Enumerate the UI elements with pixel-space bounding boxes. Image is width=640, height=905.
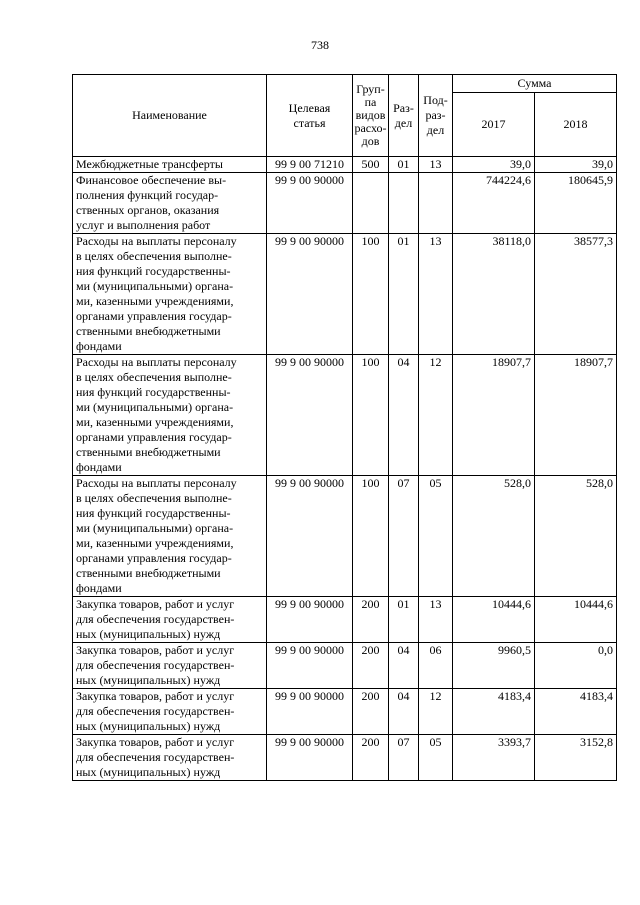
row-name-line: Закупка товаров, работ и услуг	[76, 735, 235, 749]
row-name-line: Межбюджетные трансферты	[76, 157, 223, 171]
row-name-line: для обеспечения государствен-	[76, 750, 235, 764]
row-subsection: 13	[419, 157, 453, 173]
row-section: 04	[389, 355, 419, 476]
header-name: Наименование	[73, 75, 267, 157]
row-sum-2017: 18907,7	[453, 355, 535, 476]
row-name-line: ми, казенными учреждениями,	[76, 294, 234, 308]
row-sum-2017: 3393,7	[453, 735, 535, 781]
row-sum-2018: 4183,4	[535, 689, 617, 735]
row-sum-2017: 528,0	[453, 476, 535, 597]
row-name	[73, 476, 267, 597]
row-name-line: фондами	[76, 339, 122, 353]
table-row	[73, 173, 617, 234]
table-header	[73, 75, 617, 157]
row-name-line: в целях обеспечения выполне-	[76, 370, 232, 384]
row-name-line: ми, казенными учреждениями,	[76, 415, 234, 429]
row-group: 200	[353, 597, 389, 643]
row-name-line: Закупка товаров, работ и услуг	[76, 597, 235, 611]
table-row	[73, 355, 617, 476]
row-sum-2017: 744224,6	[453, 173, 535, 234]
table-row	[73, 157, 617, 173]
row-sum-2017: 38118,0	[453, 234, 535, 355]
row-name-line: ных (муниципальных) нужд	[76, 719, 221, 733]
header-article	[267, 75, 353, 157]
row-subsection: 13	[419, 597, 453, 643]
budget-table	[72, 74, 617, 781]
row-group	[353, 173, 389, 234]
row-name-line: в целях обеспечения выполне-	[76, 491, 232, 505]
row-name-line: ния функций государственны-	[76, 264, 231, 278]
table-row	[73, 234, 617, 355]
row-name	[73, 234, 267, 355]
row-section: 04	[389, 689, 419, 735]
row-section: 01	[389, 234, 419, 355]
row-name-line: ных (муниципальных) нужд	[76, 765, 221, 779]
row-sum-2018: 10444,6	[535, 597, 617, 643]
row-subsection	[419, 173, 453, 234]
header-subsection: Под- раз- дел	[419, 75, 453, 157]
row-name-line: ми, казенными учреждениями,	[76, 536, 234, 550]
row-name-line: ния функций государственны-	[76, 385, 231, 399]
row-name-line: ми (муниципальными) органа-	[76, 279, 234, 293]
row-article: 99 9 00 90000	[267, 735, 353, 781]
row-group: 200	[353, 735, 389, 781]
row-sum-2018: 528,0	[535, 476, 617, 597]
row-name-line: услуг и выполнения работ	[76, 218, 211, 232]
table-row	[73, 476, 617, 597]
row-name-line: Расходы на выплаты персоналу	[76, 476, 237, 490]
row-name-line: ственными внебюджетными	[76, 324, 221, 338]
row-section: 04	[389, 643, 419, 689]
row-sum-2018: 39,0	[535, 157, 617, 173]
row-article: 99 9 00 90000	[267, 173, 353, 234]
row-name-line: Закупка товаров, работ и услуг	[76, 643, 235, 657]
row-name-line: ния функций государственны-	[76, 506, 231, 520]
row-group: 500	[353, 157, 389, 173]
header-article-line: Целевая	[288, 100, 331, 115]
row-name-line: ных (муниципальных) нужд	[76, 673, 221, 687]
row-name-line: для обеспечения государствен-	[76, 658, 235, 672]
table-row	[73, 735, 617, 781]
header-year-2018: 2018	[535, 93, 617, 157]
row-sum-2018: 38577,3	[535, 234, 617, 355]
table-body	[73, 157, 617, 781]
row-sum-2018: 180645,9	[535, 173, 617, 234]
row-name-line: для обеспечения государствен-	[76, 612, 235, 626]
row-group: 100	[353, 476, 389, 597]
row-name	[73, 689, 267, 735]
row-name	[73, 157, 267, 173]
row-name-line: ственных органов, оказания	[76, 203, 220, 217]
row-name	[73, 735, 267, 781]
table-row	[73, 643, 617, 689]
row-name-line: ми (муниципальными) органа-	[76, 400, 234, 414]
row-article: 99 9 00 71210	[267, 157, 353, 173]
page-number: 738	[311, 38, 329, 52]
row-subsection: 12	[419, 689, 453, 735]
row-sum-2018: 3152,8	[535, 735, 617, 781]
row-subsection: 05	[419, 476, 453, 597]
header-article-line: статья	[293, 115, 326, 130]
row-section: 07	[389, 735, 419, 781]
row-name-line: Финансовое обеспечение вы-	[76, 173, 227, 187]
table-row	[73, 597, 617, 643]
row-name-line: органами управления государ-	[76, 309, 232, 323]
row-name	[73, 355, 267, 476]
row-name	[73, 173, 267, 234]
row-sum-2017: 9960,5	[453, 643, 535, 689]
row-name-line: Расходы на выплаты персоналу	[76, 234, 237, 248]
row-group: 100	[353, 355, 389, 476]
row-subsection: 05	[419, 735, 453, 781]
row-name-line: ственными внебюджетными	[76, 566, 221, 580]
row-section: 07	[389, 476, 419, 597]
row-sum-2017: 39,0	[453, 157, 535, 173]
row-name-line: ных (муниципальных) нужд	[76, 627, 221, 641]
row-sum-2017: 10444,6	[453, 597, 535, 643]
row-sum-2018: 18907,7	[535, 355, 617, 476]
row-sum-2018: 0,0	[535, 643, 617, 689]
row-article: 99 9 00 90000	[267, 476, 353, 597]
row-article: 99 9 00 90000	[267, 355, 353, 476]
header-group: Груп- па видов расхо- дов	[353, 75, 389, 157]
header-year-2017: 2017	[453, 93, 535, 157]
row-article: 99 9 00 90000	[267, 643, 353, 689]
row-name-line: органами управления государ-	[76, 430, 232, 444]
row-section: 01	[389, 597, 419, 643]
row-sum-2017: 4183,4	[453, 689, 535, 735]
row-name-line: для обеспечения государствен-	[76, 704, 235, 718]
row-subsection: 06	[419, 643, 453, 689]
row-article: 99 9 00 90000	[267, 597, 353, 643]
row-name-line: фондами	[76, 460, 122, 474]
row-group: 100	[353, 234, 389, 355]
row-group: 200	[353, 689, 389, 735]
row-section: 01	[389, 157, 419, 173]
row-name-line: фондами	[76, 581, 122, 595]
row-section	[389, 173, 419, 234]
table-row	[73, 689, 617, 735]
row-subsection: 13	[419, 234, 453, 355]
row-group: 200	[353, 643, 389, 689]
row-name	[73, 643, 267, 689]
row-subsection: 12	[419, 355, 453, 476]
row-name-line: Расходы на выплаты персоналу	[76, 355, 237, 369]
row-article: 99 9 00 90000	[267, 689, 353, 735]
header-sum: Сумма	[453, 75, 617, 93]
row-name-line: Закупка товаров, работ и услуг	[76, 689, 235, 703]
row-name	[73, 597, 267, 643]
row-name-line: ственными внебюджетными	[76, 445, 221, 459]
row-name-line: органами управления государ-	[76, 551, 232, 565]
row-name-line: полнения функций государ-	[76, 188, 219, 202]
row-name-line: ми (муниципальными) органа-	[76, 521, 234, 535]
row-article: 99 9 00 90000	[267, 234, 353, 355]
header-section: Раз- дел	[389, 75, 419, 157]
row-name-line: в целях обеспечения выполне-	[76, 249, 232, 263]
